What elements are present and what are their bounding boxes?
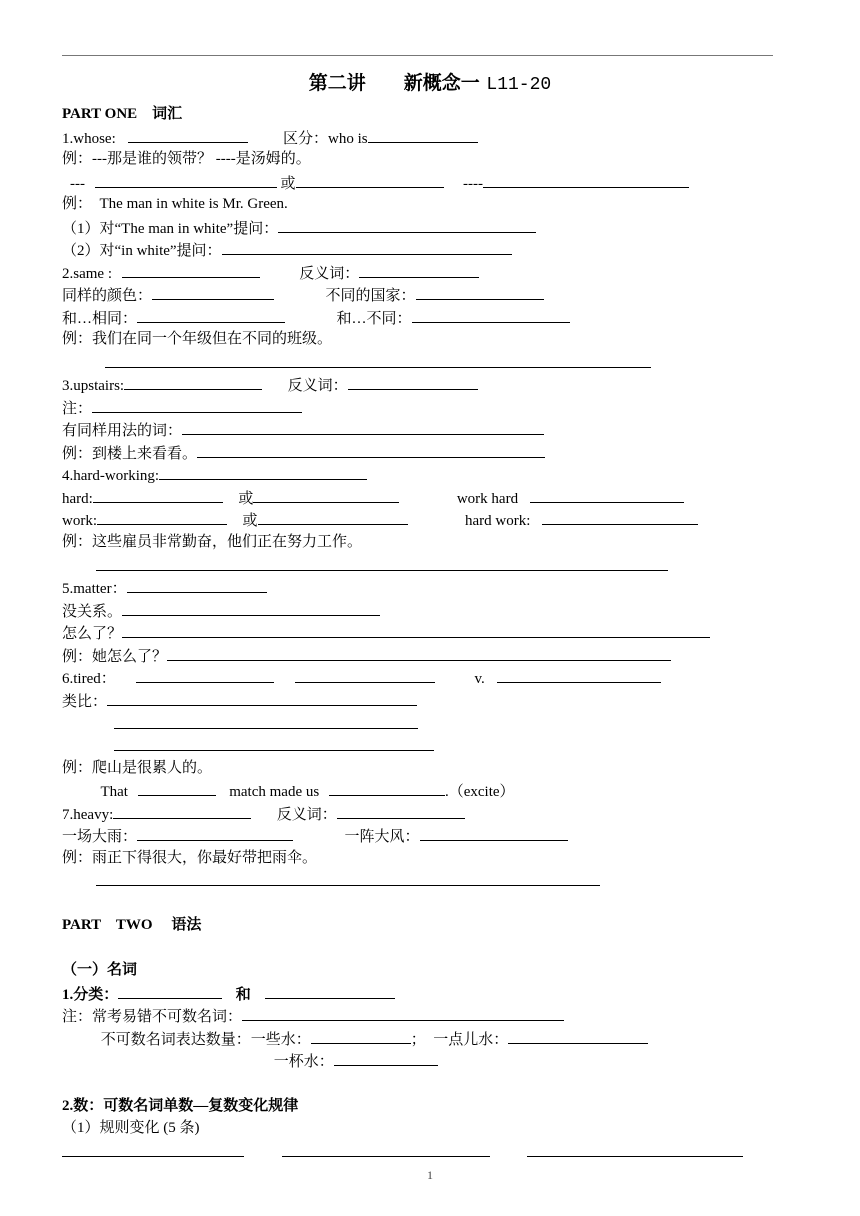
blank-never-mind[interactable] (122, 600, 380, 616)
blank-same[interactable] (122, 262, 260, 278)
blank-upstairs-antonym[interactable] (348, 374, 478, 390)
example-tie-answers: --- 或 ---- (62, 172, 689, 192)
blank-tired-2[interactable] (295, 667, 435, 683)
cup-of-water-row: 一杯水： (62, 1050, 438, 1070)
blank-cup-of-water[interactable] (334, 1050, 438, 1066)
example-umbrella: 例：雨正下得很大，你最好带把雨伞。 (62, 850, 318, 866)
same-usage-row: 有同样用法的词： (62, 419, 544, 439)
blank-her-translation[interactable] (167, 645, 671, 661)
blank-rule-2[interactable] (282, 1141, 490, 1157)
example-man-in-white: 例： The man in white is Mr. Green. (62, 196, 288, 212)
example-climbing: 例：爬山是很累人的。 (62, 760, 213, 776)
blank-who-is[interactable] (368, 127, 478, 143)
heavy-rain-row: 一场大雨： 一阵大风： (62, 825, 568, 845)
analogy-row-2 (62, 713, 418, 733)
never-mind-row: 没关系。 (62, 600, 380, 620)
vocab-whose-row (62, 127, 478, 147)
blank-note[interactable] (92, 397, 302, 413)
blank-rule-3[interactable] (527, 1141, 743, 1157)
blank-match-1[interactable] (138, 780, 216, 796)
blank-hard-work[interactable] (542, 509, 698, 525)
example-grade: 例：我们在同一个年级但在不同的班级。 (62, 331, 333, 347)
blank-little-water[interactable] (508, 1028, 648, 1044)
vocab-heavy-row: 7.heavy: 反义词： (62, 803, 465, 823)
blank-grade-translation[interactable] (105, 352, 651, 368)
blank-same-usage[interactable] (182, 419, 544, 435)
question-2-row: （2）对“in white”提问： (62, 239, 512, 259)
part-two-heading: PART TWO 语法 (62, 917, 202, 933)
blank-hard-2[interactable] (253, 487, 399, 503)
question-1-row: （1）对“The man in white”提问： (62, 217, 536, 237)
blank-class-2[interactable] (265, 983, 395, 999)
example-employees: 例：这些雇员非常勤奋，他们正在努力工作。 (62, 534, 363, 550)
blank-question-2[interactable] (222, 239, 512, 255)
blank-whose[interactable] (128, 127, 248, 143)
page-number: 1 (427, 1168, 433, 1182)
label-who-is: 区分：who is (283, 131, 368, 147)
blank-hard-1[interactable] (93, 487, 223, 503)
blank-analogy-3[interactable] (114, 735, 434, 751)
blank-tie-question-alt[interactable] (296, 172, 444, 188)
blank-work-hard[interactable] (530, 487, 684, 503)
example-her-row: 例：她怎么了？ (62, 645, 671, 665)
page-title (0, 68, 860, 95)
blank-uncountable-nouns[interactable] (242, 1005, 564, 1021)
blank-upstairs[interactable] (124, 374, 262, 390)
blank-some-water[interactable] (311, 1028, 411, 1044)
blank-heavy-rain[interactable] (137, 825, 293, 841)
analogy-row-3 (62, 735, 434, 755)
blank-matter[interactable] (127, 577, 267, 593)
blank-same-color[interactable] (152, 284, 274, 300)
blank-match-2[interactable] (329, 780, 445, 796)
blank-analogy-1[interactable] (107, 690, 417, 706)
part-one-heading: PART ONE 词汇 (62, 106, 183, 122)
vocab-hard-row: hard: 或 work hard (62, 487, 684, 507)
blank-upstairs-translation[interactable] (197, 442, 545, 458)
same-color-row: 同样的颜色： 不同的国家： (62, 284, 544, 304)
whats-wrong-row: 怎么了？ (62, 622, 710, 642)
answer-grade-row (62, 352, 651, 372)
blank-umbrella-translation[interactable] (96, 870, 600, 886)
example-upstairs-row: 例：到楼上来看看。 (62, 442, 545, 462)
example-tie: 例：---那是谁的领带？ ----是汤姆的。 (62, 151, 311, 167)
blank-heavy[interactable] (113, 803, 251, 819)
vocab-hard-working-row: 4.hard-working: (62, 464, 367, 484)
title-code: L11-20 (486, 75, 552, 95)
blank-same-antonym[interactable] (359, 262, 479, 278)
blank-different-country[interactable] (416, 284, 544, 300)
blank-hard-working[interactable] (159, 464, 367, 480)
note-upstairs-row: 注： (62, 397, 302, 417)
blank-analogy-2[interactable] (114, 713, 418, 729)
regular-change-blanks-row (62, 1141, 743, 1161)
blank-strong-wind[interactable] (420, 825, 568, 841)
blank-heavy-antonym[interactable] (337, 803, 465, 819)
blank-class-1[interactable] (118, 983, 222, 999)
title-main: 第二讲 新概念一 (308, 72, 480, 94)
answer-employees-row (62, 555, 668, 575)
noun-classification-row: 1.分类： 和 (62, 983, 395, 1003)
same-as-row: 和…相同： 和…不同： (62, 307, 570, 327)
uncountable-note-row: 注：常考易错不可数名词： (62, 1005, 564, 1025)
header-rule (62, 55, 773, 56)
analogy-row: 类比： (62, 690, 417, 710)
vocab-same-row: 2.same : 反义词： (62, 262, 479, 282)
vocab-tired-row: 6.tired： v. (62, 667, 661, 687)
answer-umbrella-row (62, 870, 600, 890)
blank-tired-1[interactable] (136, 667, 274, 683)
grammar-noun-heading: （一）名词 (62, 962, 138, 978)
blank-question-1[interactable] (278, 217, 536, 233)
blank-work-1[interactable] (97, 509, 227, 525)
blank-tired-verb[interactable] (497, 667, 661, 683)
blank-tie-question[interactable] (95, 172, 277, 188)
plural-rules-heading: 2.数：可数名词单数—复数变化规律 (62, 1098, 299, 1114)
blank-whats-wrong[interactable] (122, 622, 710, 638)
regular-change-heading: （1）规则变化 (5 条) (62, 1120, 200, 1136)
blank-same-as[interactable] (137, 307, 285, 323)
blank-rule-1[interactable] (62, 1141, 244, 1157)
uncountable-quantity-row: 不可数名词表达数量：一些水： ； 一点儿水： (62, 1028, 648, 1048)
vocab-upstairs-row: 3.upstairs: 反义词： (62, 374, 478, 394)
blank-employees-translation[interactable] (96, 555, 668, 571)
vocab-work-row: work: 或 hard work: (62, 509, 698, 529)
blank-different-from[interactable] (412, 307, 570, 323)
blank-work-2[interactable] (258, 509, 408, 525)
vocab-matter-row: 5.matter： (62, 577, 267, 597)
blank-tie-answer[interactable] (483, 172, 689, 188)
example-match-row: That match made us .（excite） (62, 780, 515, 800)
label-whose: 1.whose: (62, 131, 116, 147)
